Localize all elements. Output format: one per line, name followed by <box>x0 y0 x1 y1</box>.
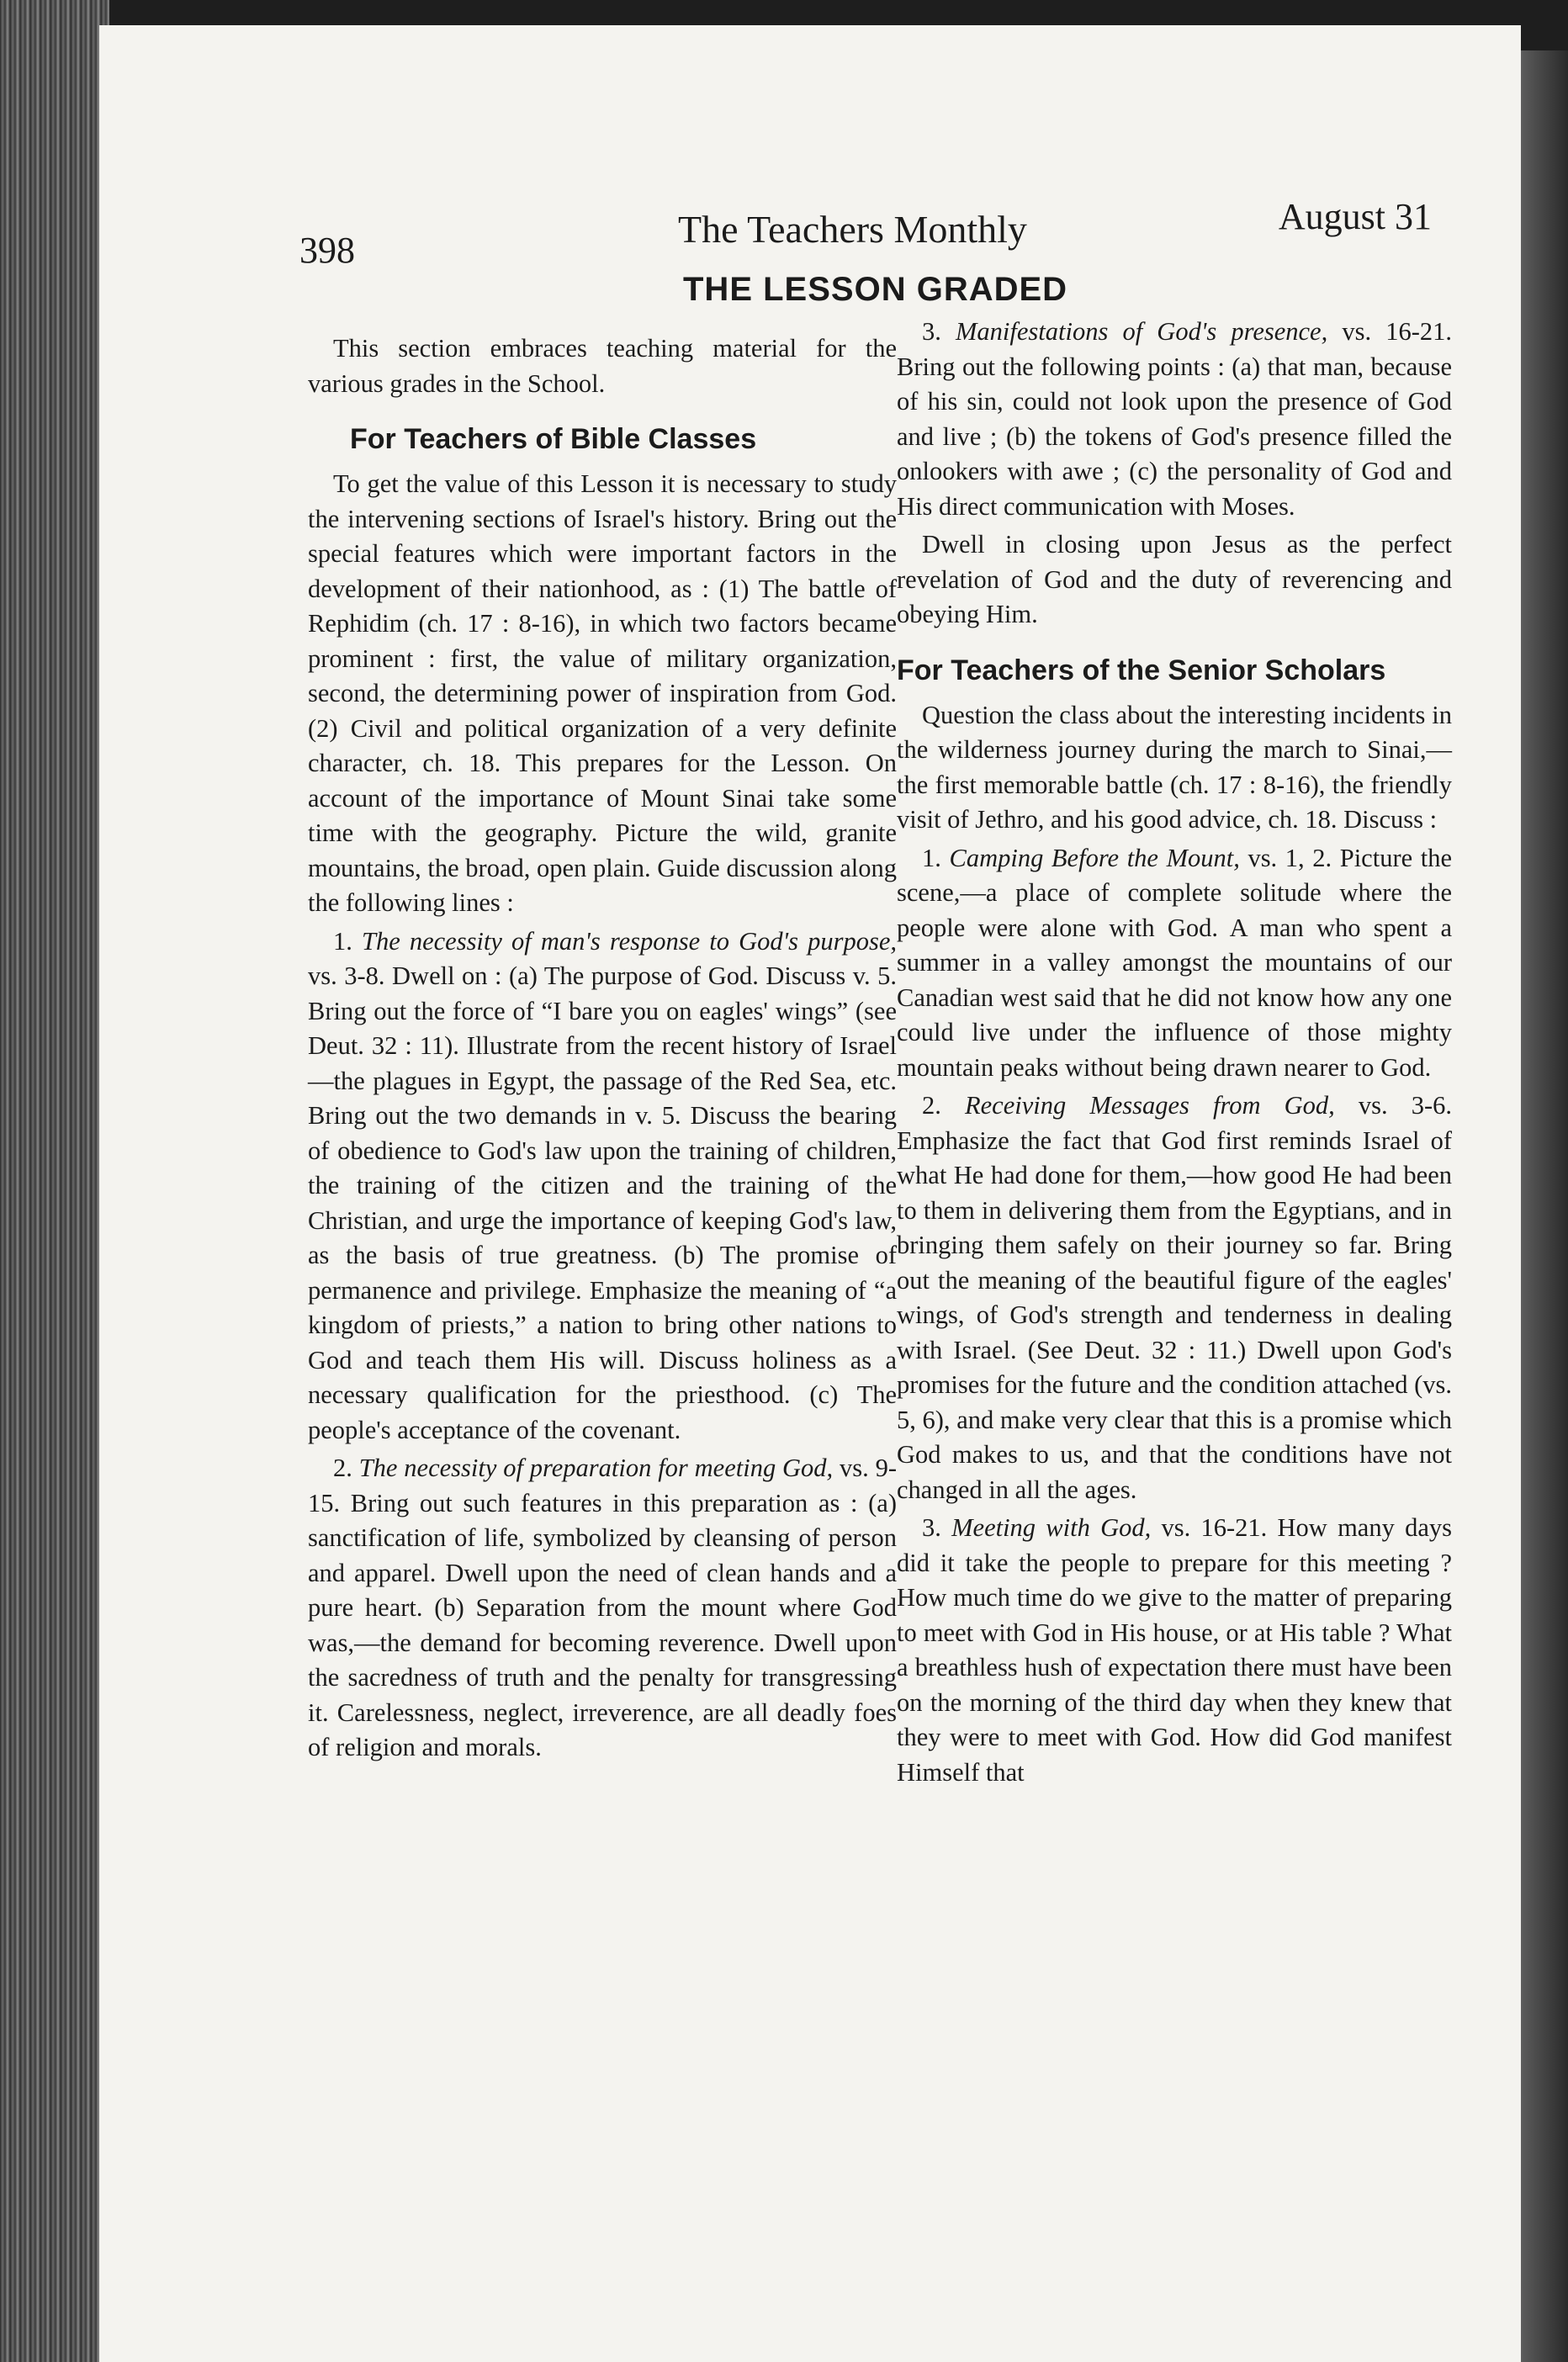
paragraph: Dwell in closing upon Jesus as the perfect revelation of God and the duty of reverencing and obeying Him. <box>897 530 1452 628</box>
paragraph <box>897 1088 1452 1507</box>
item-text: vs. 9-15. Bring out such features in this preparation as : (a) sanctification of life, symbolized by cleansing of person and apparel. Dwell upon the need of clean hands and a pure heart. (b) Separation from the mount where God was,—the demand for becoming reverence. Dwell upon the sacredness of truth and the penalty for transgressing it. Carelessness, neglect, irreverence, are all deadly foes of religion and morals. <box>308 1454 898 1761</box>
item-number: 3. <box>922 1513 941 1542</box>
item-title: The necessity of man's response to God's purpose, <box>361 926 898 956</box>
page-number: 398 <box>299 230 355 271</box>
item-number: 2. <box>922 1091 941 1120</box>
paragraph: Question the class about the interesting incidents in the wilderness journey during the march to Sinai,—the first memorable battle (ch. 17 : 8-16), the friendly visit of Jethro, and his good advice, ch. 18. Discuss : <box>897 700 1452 834</box>
running-date: August 31 <box>1278 196 1432 237</box>
item-title: Meeting with God, <box>951 1513 1152 1542</box>
item-number: 1. <box>333 926 352 956</box>
intro-paragraph: This section embraces teaching material for the various grades in the School. <box>308 334 897 398</box>
paragraph <box>897 1511 1452 1790</box>
paragraph <box>897 315 1452 524</box>
paragraph: To get the value of this Lesson it is necessary to study the intervening sections of Israel's history. Bring out the special features which were important factors in the development of their nationhood, as : (1) The battle of Rephidim (ch. 17 : 8-16), in which two factors became prominent : first, the value of military organization, second, the determining power of inspiration from God. (2) Civil and political organization of a very definite character, ch. 18. This prepares for the Lesson. On account of the importance of Mount Sinai take some time with the geography. Picture the wild, granite mountains, the broad, open plain. Guide discussion along the following lines : <box>308 469 897 917</box>
paragraph <box>897 841 1452 1086</box>
item-title: The necessity of preparation for meeting God, <box>358 1454 834 1482</box>
page-header <box>199 195 1444 271</box>
item-text: vs. 3-6. Emphasize the fact that God first reminds Israel of what He had done for them,—how good He had been to them in delivering them from the Egyptians, and in bringing them safely on their journey so far. Bring out the meaning of the beautiful figure of the eagles' wings, of God's strength and tenderness in dealing with Israel. (See Deut. 32 : 11.) Dwell upon God's promises for the future and the condition attached (vs. 5, 6), and make very clear that this is a promise which God makes to us, and that the conditions have not changed in all the ages. <box>897 1091 1453 1504</box>
section-title: THE LESSON GRADED <box>683 271 1068 308</box>
item-number: 2. <box>333 1454 352 1482</box>
item-text: vs. 16-21. How many days did it take the people to prepare for this meeting ? How much time do we give to the matter of preparing to meet with God in His house, or at His table ? What a breathless hush of expectation there must have been on the morning of the third day when they knew that they were to meet with God. How did God manifest Himself that <box>897 1513 1452 1787</box>
book-gutter-edge <box>0 0 109 2362</box>
item-text: vs. 16-21. Bring out the following points : (a) that man, because of his sin, could not look upon the presence of God and live ; (b) the tokens of God's presence filled the onlookers with awe ; (c) the personality of God and His direct communication with Moses. <box>897 317 1453 521</box>
right-column <box>897 315 1452 1793</box>
item-title: Manifestations of God's presence, <box>956 317 1328 346</box>
left-column <box>308 331 897 1769</box>
item-title: Receiving Messages from God, <box>964 1091 1335 1120</box>
item-text: vs. 1, 2. Picture the scene,—a place of complete solitude where the people were alone with God. A man who spent a summer in a valley amongst the mountains of our Canadian west said that he did not know how any one could live under the influence of those mighty mountain peaks without being drawn nearer to God. <box>897 843 1453 1082</box>
paragraph <box>308 1451 897 1766</box>
item-number: 3. <box>922 317 941 346</box>
item-number: 1. <box>922 843 941 872</box>
heading-senior-scholars: For Teachers of the Senior Scholars <box>897 654 1386 686</box>
running-title: The Teachers Monthly <box>678 208 1027 251</box>
paragraph <box>308 924 897 1448</box>
item-title: Camping Before the Mount, <box>949 843 1240 872</box>
item-text: vs. 3-8. Dwell on : (a) The purpose of God. Discuss v. 5. Bring out the force of “I bare you on eagles' wings” (see Deut. 32 : 11). Illustrate from the recent history of Israel—the plagues in Egypt, the passage of the Red Sea, etc. Bring out the two demands in v. 5. Discuss the bearing of obedience to God's law upon the training of children, the training of the citizen and the training of the Christian, and urge the importance of keeping God's law, as the basis of true greatness. (b) The promise of permanence and privilege. Emphasize the meaning of “a kingdom of priests,” a nation to bring other nations to God and teach them His will. Discuss holiness as a necessary qualification for the priesthood. (c) The people's acceptance of the covenant. <box>308 961 897 1444</box>
heading-bible-classes: For Teachers of Bible Classes <box>350 423 757 455</box>
